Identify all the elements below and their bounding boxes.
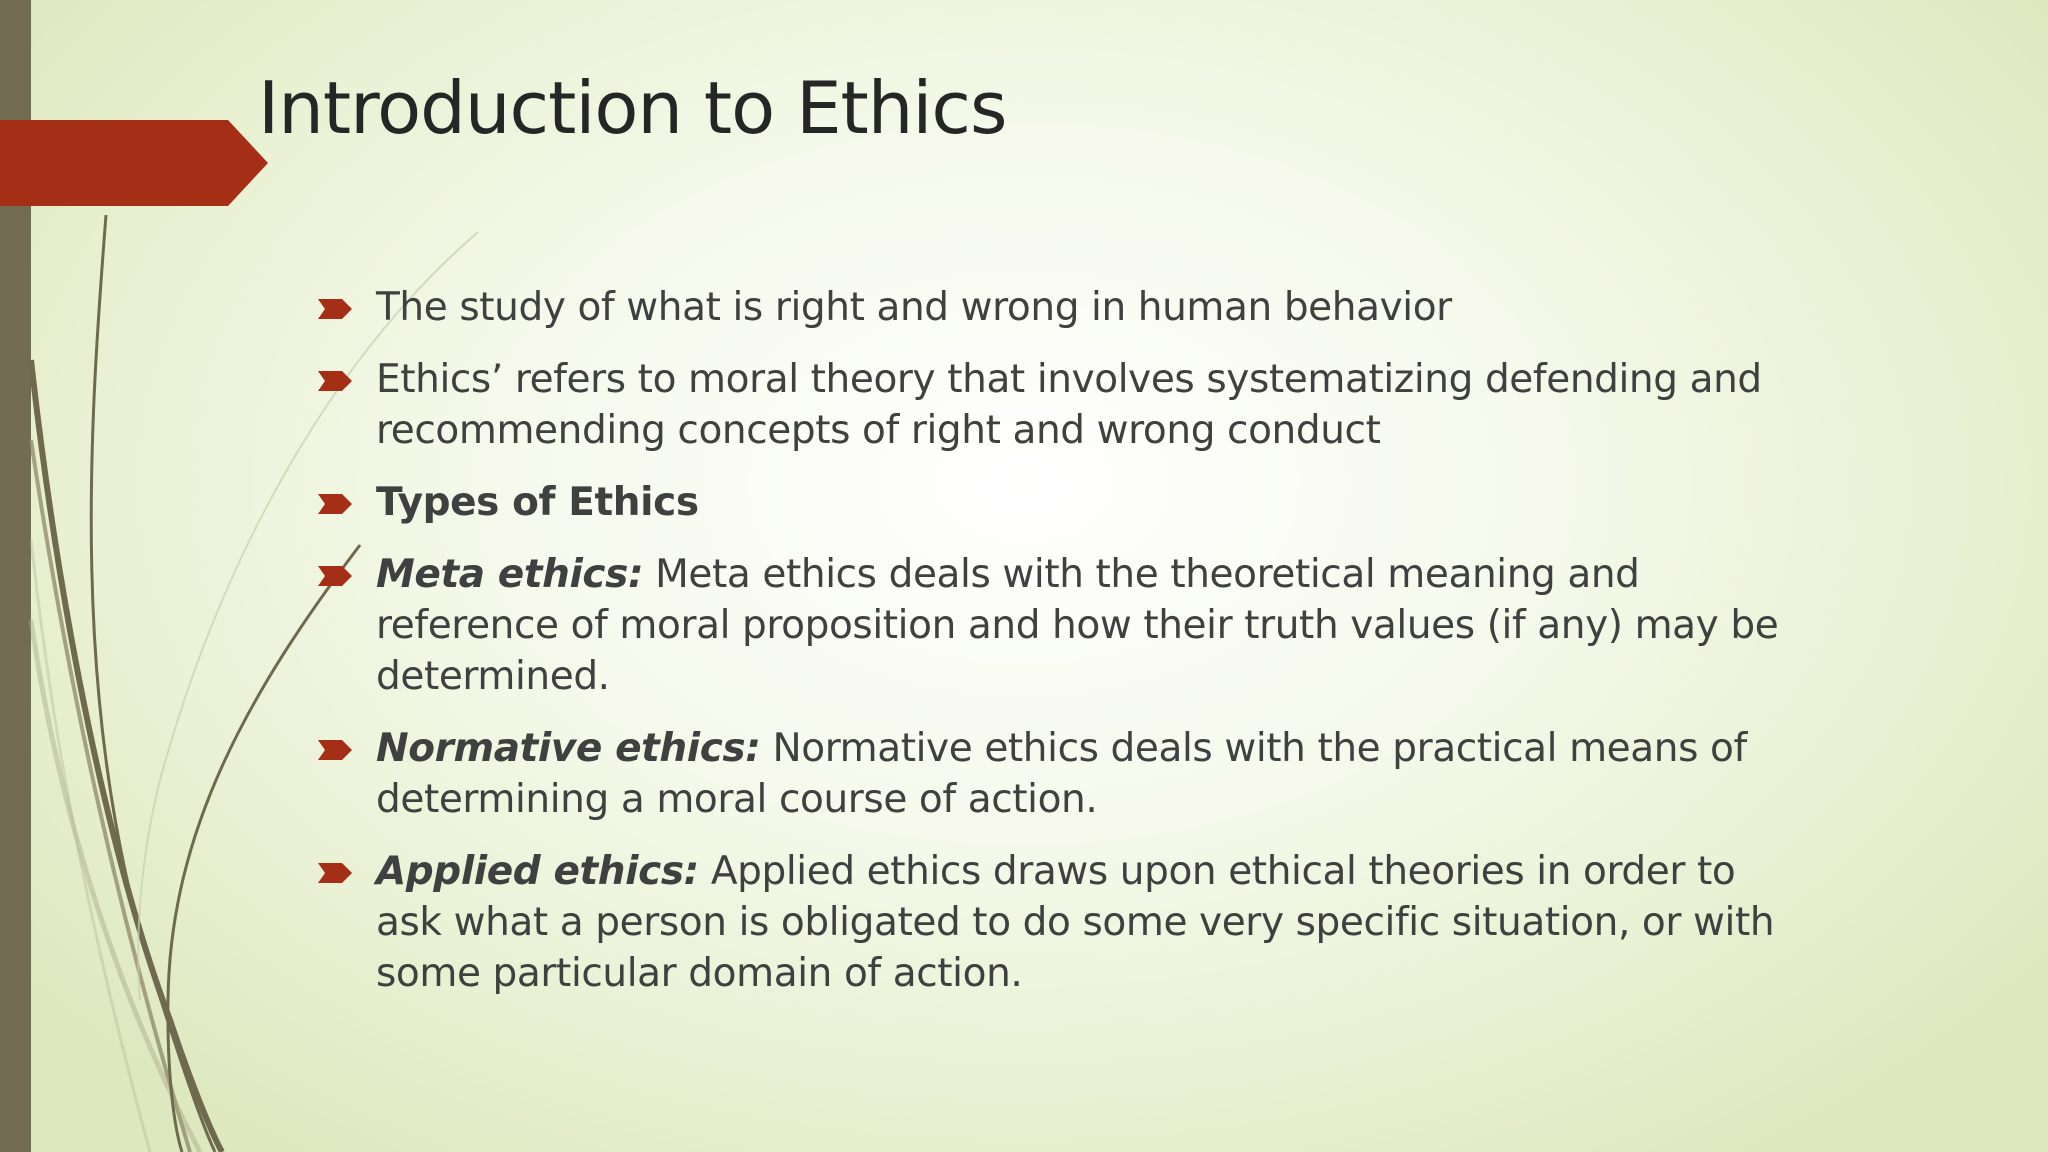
arrow-right-icon <box>318 863 352 883</box>
bullet-text: Ethics’ refers to moral theory that involves systematizing defending and recommending concepts of right and wrong conduct <box>376 357 1762 453</box>
arrow-right-icon <box>318 566 352 586</box>
title-accent-arrow <box>0 120 268 206</box>
bullet-text: Applied ethics draws upon ethical theories in order to ask what a person is obligated to do some very specific situation, or with some particular domain of action. <box>376 849 1775 996</box>
section-heading: Types of Ethics <box>376 480 699 525</box>
bullet-term: Normative ethics: <box>376 726 761 771</box>
bullet-item <box>318 723 1798 825</box>
bullet-text: Normative ethics deals with the practical means of determining a moral course of action. <box>376 726 1747 822</box>
arrow-right-icon <box>318 299 352 319</box>
slide-title: Introduction to Ethics <box>258 66 1007 150</box>
arrow-right-icon <box>318 371 352 391</box>
arrow-right-icon <box>318 740 352 760</box>
bullet-item <box>318 354 1798 456</box>
bullet-item <box>318 282 1798 333</box>
bullet-item <box>318 549 1798 702</box>
bullet-term: Meta ethics: <box>376 552 644 597</box>
bullet-term: Applied ethics: <box>376 849 699 894</box>
bullet-item <box>318 846 1798 999</box>
bullet-text: The study of what is right and wrong in human behavior <box>376 285 1452 330</box>
bullet-item <box>318 477 1798 528</box>
bullet-text: Meta ethics deals with the theoretical meaning and reference of moral proposition and how their truth values (if any) may be determined. <box>376 552 1779 699</box>
arrow-right-icon <box>318 494 352 514</box>
bullet-list <box>318 282 1798 1020</box>
